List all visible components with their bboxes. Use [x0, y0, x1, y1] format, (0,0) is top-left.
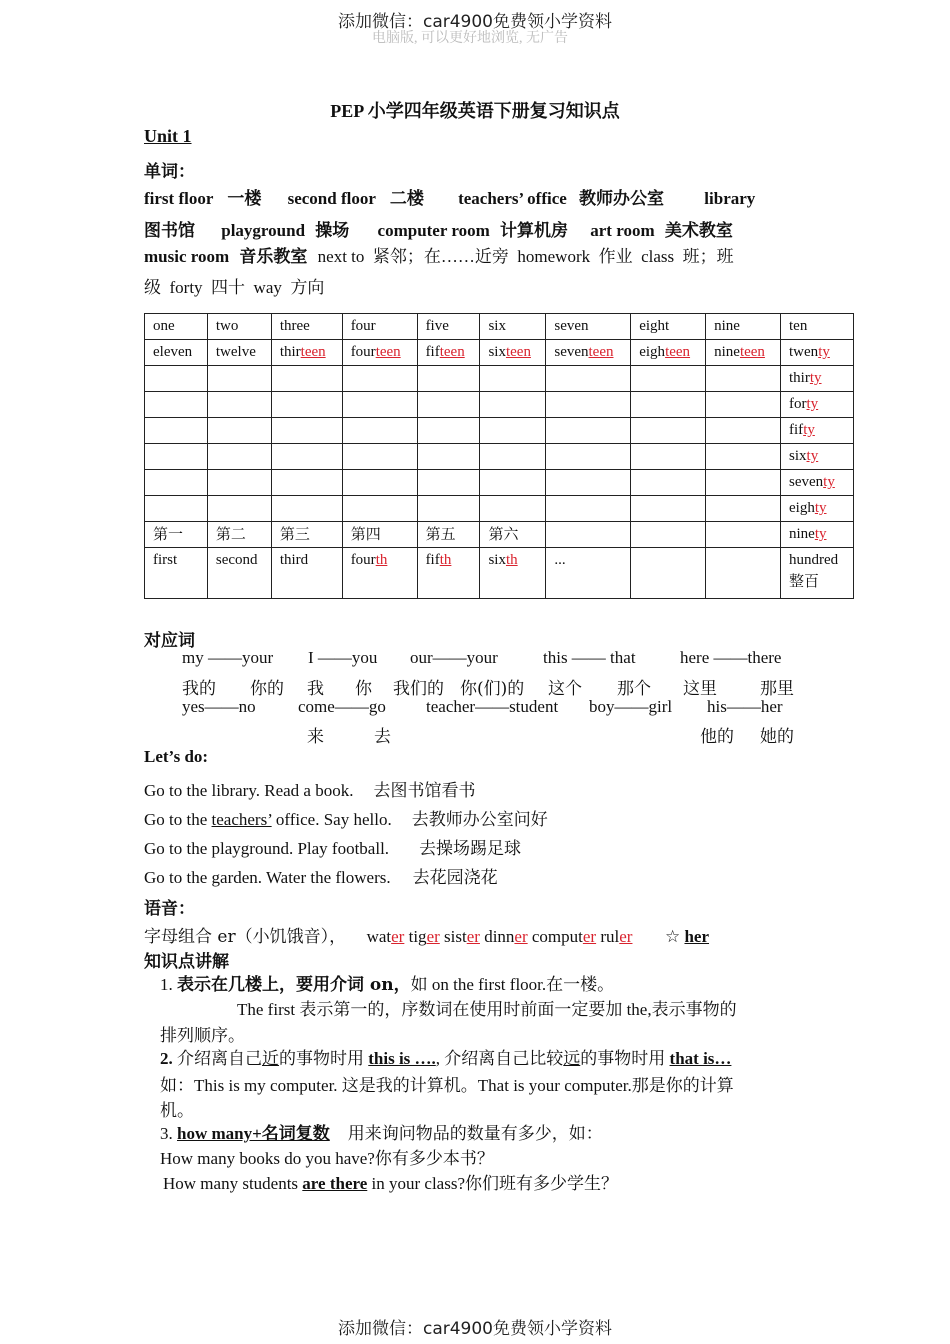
table-cell	[342, 340, 417, 366]
word-stem: fif	[425, 552, 440, 568]
vocab-word: computer room	[377, 221, 490, 240]
table-cell: ...	[546, 548, 631, 599]
pair-cn: 你(们)的	[460, 679, 525, 699]
word-stem: nine	[714, 344, 740, 360]
point-number: 1.	[160, 975, 173, 994]
pair-cn: 去	[374, 727, 391, 747]
table-cell	[781, 522, 854, 548]
phonics-stem: tig	[408, 927, 427, 946]
vocab-word: 音乐教室	[239, 247, 308, 266]
table-cell: ten	[781, 314, 854, 340]
point-bold-underlined: are there	[302, 1174, 368, 1193]
table-cell: four	[342, 314, 417, 340]
point-underlined: 远	[563, 1049, 581, 1068]
table-cell: 第二	[207, 522, 271, 548]
phonics-suffix: er	[426, 927, 440, 946]
phonics-suffix: er	[582, 927, 597, 946]
pair-cn: 那里	[760, 679, 794, 699]
table-cell: 第五	[417, 522, 480, 548]
word-stem: twen	[789, 344, 819, 360]
phonics-suffix: er	[514, 927, 528, 946]
table-cell: six	[480, 314, 546, 340]
word-stem: second	[215, 552, 258, 568]
table-cell: two	[207, 314, 271, 340]
lets-do-en: Go to the library. Read a book.	[144, 781, 354, 800]
table-row	[145, 496, 854, 522]
point-1-line-3: 排列顺序。	[160, 1026, 245, 1045]
pair-item: here ——there	[680, 648, 782, 667]
vocab-word: second floor	[287, 189, 376, 208]
word-suffix: th	[505, 552, 518, 568]
pair-cn: 她的	[760, 727, 794, 747]
pair-item: boy——girl	[589, 697, 673, 716]
word-stem: eigh	[639, 344, 666, 360]
table-cell	[781, 366, 854, 392]
vocab-text: next to 紧邻；在……近旁 homework 作业 class 班；班	[317, 247, 734, 266]
lets-do-cn: 去图书馆看书	[373, 781, 476, 801]
point-text: 如 on the first floor.在一楼。	[410, 975, 615, 994]
word-suffix: ty	[809, 370, 822, 386]
pair-item: our——your	[410, 648, 498, 667]
word-suffix: ty	[806, 448, 819, 464]
table-cell: five	[417, 314, 480, 340]
word-suffix: teen	[439, 344, 465, 360]
table-cell	[781, 470, 854, 496]
word-suffix: teen	[739, 344, 765, 360]
word-suffix: teen	[665, 344, 691, 360]
pair-cn: 你	[355, 679, 372, 699]
word-suffix: ty	[803, 422, 815, 438]
word-stem: nine	[789, 526, 815, 542]
table-row	[145, 392, 854, 418]
word-stem: seven	[789, 474, 824, 490]
table-cell	[271, 548, 342, 599]
point-3	[160, 1119, 603, 1144]
lets-do-en: office. Say hello.	[271, 810, 392, 829]
point-1-line-2: The first 表示第一的，序数词在使用时前面一定要加 the,表示事物的	[237, 1000, 737, 1019]
word-stem: first	[153, 552, 178, 568]
table-cell: eight	[631, 314, 706, 340]
phonics-suffix: er	[466, 927, 480, 946]
table-cell	[546, 340, 631, 366]
table-cell	[781, 392, 854, 418]
word-suffix: ty	[814, 526, 827, 542]
lets-do-heading: Let’s do:	[144, 747, 209, 766]
lets-do-cn: 去教师办公室问好	[411, 810, 548, 830]
word-suffix: teen	[505, 344, 531, 360]
vocab-word: 操场	[315, 221, 350, 240]
table-row	[145, 366, 854, 392]
table-cell	[706, 340, 781, 366]
points-heading: 知识点讲解	[144, 952, 229, 971]
lets-do-en: Go to the playground. Play football.	[144, 839, 390, 858]
numbers-table	[144, 313, 854, 599]
lets-do-line	[144, 776, 475, 801]
lets-do-underlined: teachers’	[211, 810, 272, 829]
phonics-stem: wat	[366, 927, 392, 946]
table-cell: seven	[546, 314, 631, 340]
pair-item: this —— that	[543, 648, 636, 667]
vocab-word: teachers’ office	[458, 189, 567, 208]
phonics-stem: rul	[600, 927, 620, 946]
phonics-stem: comput	[531, 927, 583, 946]
vocab-word: 美术教室	[664, 221, 733, 240]
table-cell	[781, 444, 854, 470]
vocab-word: 图书馆	[144, 221, 195, 240]
table-cell	[781, 548, 854, 599]
table-cell	[417, 548, 480, 599]
word-stem: third	[279, 552, 309, 568]
point-3-example-2	[163, 1169, 618, 1194]
table-cell: nine	[706, 314, 781, 340]
point-text: 的事物时用	[279, 1049, 369, 1068]
pair-item: his——her	[707, 697, 783, 716]
phonics-line	[144, 922, 709, 947]
phonics-stem: dinn	[484, 927, 515, 946]
word-stem: seven	[554, 344, 589, 360]
point-text: How many students	[163, 1174, 303, 1193]
lets-do-en: Go to the garden. Water the flowers.	[144, 868, 391, 887]
point-underlined: 近	[262, 1049, 279, 1068]
phonics-suffix: er	[391, 927, 405, 946]
hundred-cn-label: 整百	[789, 572, 820, 590]
table-cell	[480, 340, 546, 366]
word-stem: eleven	[153, 344, 193, 360]
word-stem: four	[350, 344, 376, 360]
table-row	[145, 444, 854, 470]
word-stem: fif	[425, 344, 440, 360]
vocab-line-4: 级 forty 四十 way 方向	[144, 278, 325, 297]
pair-item: my ——your	[182, 648, 274, 667]
word-stem: for	[789, 396, 807, 412]
lets-do-cn: 去花园浇花	[412, 868, 498, 888]
vocab-word: 计算机房	[500, 221, 568, 240]
table-cell	[781, 496, 854, 522]
word-stem: twelve	[215, 344, 256, 360]
point-number: 3.	[160, 1124, 173, 1143]
table-cell	[781, 418, 854, 444]
table-row	[145, 548, 854, 599]
table-row	[145, 418, 854, 444]
pair-cn: 那个	[617, 679, 651, 699]
pair-cn: 来	[307, 727, 324, 747]
table-cell	[145, 548, 208, 599]
table-cell	[145, 340, 208, 366]
word-stem: four	[350, 552, 376, 568]
table-cell	[342, 548, 417, 599]
hundred-label: hundred	[789, 552, 839, 568]
table-cell: 第一	[145, 522, 208, 548]
pair-cn: 我	[307, 679, 324, 699]
table-cell: one	[145, 314, 208, 340]
table-cell	[271, 340, 342, 366]
table-cell: three	[271, 314, 342, 340]
phonics-suffix: er	[619, 927, 633, 946]
vocab-line-3	[144, 242, 734, 267]
lets-do-line	[144, 834, 521, 859]
point-text: 介绍离自己	[177, 1049, 262, 1068]
word-stem: eigh	[789, 500, 815, 516]
vocab-word: 二楼	[389, 189, 424, 208]
pair-item: I ——you	[308, 648, 378, 667]
word-suffix: teen	[375, 344, 401, 360]
table-cell: 第四	[342, 522, 417, 548]
pair-item: teacher——student	[426, 697, 559, 716]
word-stem: thir	[279, 344, 301, 360]
point-bold-underlined: how many+名词复数	[177, 1124, 330, 1143]
table-row	[145, 340, 854, 366]
point-3-example-1: How many books do you have?你有多少本书？	[160, 1149, 494, 1168]
vocab-word: 教师办公室	[579, 189, 665, 208]
point-text: in your class?你们班有多少学生？	[367, 1174, 619, 1193]
vocab-line-2	[144, 216, 733, 241]
point-bold-underlined: that is…	[669, 1049, 732, 1068]
word-suffix: ty	[814, 500, 827, 516]
lets-do-cn: 去操场踢足球	[419, 839, 522, 859]
pair-item: yes——no	[182, 697, 256, 716]
table-cell	[480, 548, 546, 599]
table-row	[145, 522, 854, 548]
pair-cn: 这个	[548, 679, 582, 699]
table-cell	[207, 548, 271, 599]
vocab-word: 一楼	[227, 189, 262, 208]
phonics-stem: sist	[444, 927, 467, 946]
word-stem: six	[488, 344, 506, 360]
point-bold: 表示在几楼上，要用介词 on，	[177, 975, 411, 995]
point-2-line-2: 如：This is my computer. 这是我的计算机。That is your computer.那是你的计算	[160, 1076, 734, 1095]
phonics-star-word: her	[684, 927, 710, 946]
phonics-label: 字母组合 er（小饥饿音），	[144, 927, 347, 947]
watermark-top: 添加微信：car4900免费领小学资料	[337, 12, 613, 32]
watermark-bottom: 添加微信：car4900免费领小学资料	[337, 1319, 613, 1339]
pair-item: come——go	[298, 697, 386, 716]
table-row	[145, 314, 854, 340]
star-icon: ☆	[664, 927, 681, 946]
lets-do-line	[144, 863, 498, 888]
vocab-heading: 单词：	[144, 162, 195, 181]
table-cell: 第六	[480, 522, 546, 548]
phonics-heading: 语音：	[144, 899, 195, 918]
word-stem: fif	[789, 422, 804, 438]
vocab-word: library	[704, 189, 756, 208]
vocab-word: music room	[144, 247, 230, 266]
point-text: 用来询问物品的数量有多少，如：	[347, 1124, 603, 1143]
pair-cn: 你的	[250, 679, 284, 699]
ghost-text: 电脑版, 可以更好地浏览, 无广告	[372, 31, 568, 46]
word-stem: thir	[789, 370, 810, 386]
word-suffix: teen	[588, 344, 614, 360]
vocab-word: art room	[590, 221, 655, 240]
pair-cn: 我的	[182, 679, 216, 699]
word-suffix: ty	[806, 396, 819, 412]
word-suffix: teen	[300, 344, 326, 360]
word-suffix: th	[439, 552, 452, 568]
point-text: , 介绍离自己比较	[435, 1049, 564, 1068]
word-stem: six	[488, 552, 506, 568]
table-cell	[631, 340, 706, 366]
pair-cn: 这里	[683, 679, 717, 699]
table-cell	[417, 340, 480, 366]
table-cell	[781, 340, 854, 366]
point-1	[160, 970, 614, 995]
point-bold-underlined: this is ….	[368, 1049, 436, 1068]
point-text: 的事物时用	[580, 1049, 670, 1068]
page-title: PEP 小学四年级英语下册复习知识点	[330, 101, 620, 121]
table-cell	[207, 340, 271, 366]
word-stem: six	[789, 448, 807, 464]
point-number: 2.	[160, 1049, 173, 1068]
point-2	[160, 1044, 731, 1069]
pair-cn: 我们的	[393, 679, 444, 699]
lets-do-line	[144, 805, 548, 830]
word-suffix: ty	[823, 474, 835, 490]
lets-do-en: Go to the	[144, 810, 212, 829]
word-suffix: ty	[818, 344, 830, 360]
point-2-line-3: 机。	[160, 1101, 194, 1120]
unit-heading: Unit 1	[144, 126, 192, 146]
vocab-word: first floor	[144, 189, 214, 208]
table-row	[145, 470, 854, 496]
word-suffix: th	[375, 552, 388, 568]
vocab-word: playground	[221, 221, 306, 240]
vocab-line-1	[144, 184, 755, 209]
pair-cn: 他的	[700, 727, 734, 747]
table-cell: 第三	[271, 522, 342, 548]
pairs-heading: 对应词	[144, 631, 195, 650]
